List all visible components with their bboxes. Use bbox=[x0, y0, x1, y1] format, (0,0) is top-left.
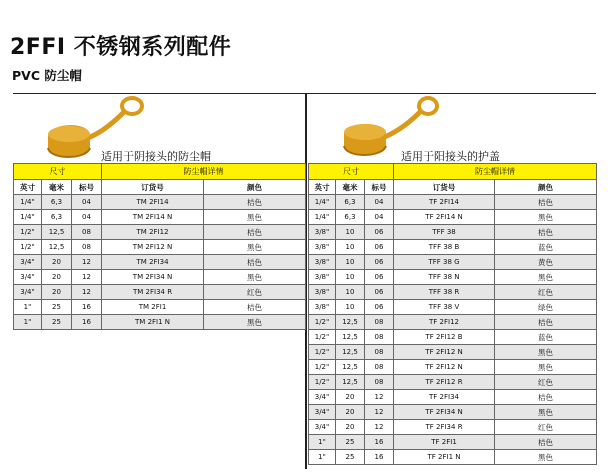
inch-cell: 3/4" bbox=[14, 270, 42, 285]
dash-size-cell: 08 bbox=[365, 375, 394, 390]
inch-cell: 1/2" bbox=[309, 315, 336, 330]
table-row bbox=[14, 225, 306, 240]
dash-size-cell: 04 bbox=[365, 195, 394, 210]
table-row bbox=[309, 315, 597, 330]
order-number-cell: TF 2FI34 N bbox=[394, 405, 495, 420]
mm-cell: 10 bbox=[336, 300, 365, 315]
order-number-cell: TF 2FI12 bbox=[394, 315, 495, 330]
column-header-order-number: 订货号 bbox=[394, 180, 495, 195]
inch-cell: 1/2" bbox=[309, 345, 336, 360]
mm-cell: 20 bbox=[42, 270, 72, 285]
color-cell: 黄色 bbox=[495, 255, 597, 270]
color-cell: 桔色 bbox=[495, 195, 597, 210]
inch-cell: 3/8" bbox=[309, 255, 336, 270]
mm-cell: 20 bbox=[336, 390, 365, 405]
order-number-cell: TF 2FI1 bbox=[394, 435, 495, 450]
color-cell: 黑色 bbox=[495, 270, 597, 285]
table-row bbox=[14, 195, 306, 210]
inch-cell: 1/2" bbox=[309, 360, 336, 375]
color-cell: 桔色 bbox=[495, 225, 597, 240]
column-header-inch: 英寸 bbox=[14, 180, 42, 195]
right-spec-table bbox=[308, 163, 597, 465]
color-cell: 桔色 bbox=[204, 300, 306, 315]
mm-cell: 20 bbox=[336, 405, 365, 420]
color-cell: 黑色 bbox=[204, 210, 306, 225]
table-row bbox=[309, 195, 597, 210]
mm-cell: 25 bbox=[336, 450, 365, 465]
inch-cell: 1" bbox=[14, 315, 42, 330]
table-row bbox=[14, 210, 306, 225]
dash-size-cell: 04 bbox=[72, 210, 102, 225]
dash-size-cell: 12 bbox=[365, 390, 394, 405]
table-row bbox=[14, 285, 306, 300]
color-cell: 蓝色 bbox=[495, 330, 597, 345]
color-cell: 黑色 bbox=[204, 240, 306, 255]
mm-cell: 6,3 bbox=[336, 210, 365, 225]
order-number-cell: TF 2FI14 N bbox=[394, 210, 495, 225]
right-panel-heading: 适用于阳接头的护盖 bbox=[401, 150, 500, 163]
order-number-cell: TFF 38 bbox=[394, 225, 495, 240]
inch-cell: 1" bbox=[14, 300, 42, 315]
column-header-mm: 毫米 bbox=[42, 180, 72, 195]
dash-size-cell: 12 bbox=[72, 270, 102, 285]
column-header-mm: 毫米 bbox=[336, 180, 365, 195]
order-number-cell: TM 2FI12 bbox=[102, 225, 204, 240]
table-row bbox=[309, 345, 597, 360]
inch-cell: 1/4" bbox=[14, 195, 42, 210]
left-spec-table bbox=[13, 163, 306, 330]
inch-cell: 3/4" bbox=[14, 285, 42, 300]
dash-size-cell: 12 bbox=[72, 255, 102, 270]
column-header-inch: 英寸 bbox=[309, 180, 336, 195]
table-row bbox=[309, 450, 597, 465]
order-number-cell: TF 2FI12 B bbox=[394, 330, 495, 345]
order-number-cell: TFF 38 V bbox=[394, 300, 495, 315]
color-cell: 黑色 bbox=[495, 360, 597, 375]
color-cell: 桔色 bbox=[495, 435, 597, 450]
inch-cell: 1/2" bbox=[309, 375, 336, 390]
color-cell: 蓝色 bbox=[495, 240, 597, 255]
column-header-color: 颜色 bbox=[204, 180, 306, 195]
order-number-cell: TM 2FI12 N bbox=[102, 240, 204, 255]
color-cell: 黑色 bbox=[495, 210, 597, 225]
table-row bbox=[14, 270, 306, 285]
mm-cell: 12,5 bbox=[42, 240, 72, 255]
dash-size-cell: 16 bbox=[72, 315, 102, 330]
mm-cell: 12,5 bbox=[336, 315, 365, 330]
details-group-header: 防尘帽详情 bbox=[394, 164, 597, 180]
mm-cell: 6,3 bbox=[42, 195, 72, 210]
mm-cell: 6,3 bbox=[42, 210, 72, 225]
mm-cell: 20 bbox=[42, 285, 72, 300]
order-number-cell: TF 2FI12 R bbox=[394, 375, 495, 390]
color-cell: 黑色 bbox=[495, 405, 597, 420]
dash-size-cell: 04 bbox=[365, 210, 394, 225]
color-cell: 桔色 bbox=[204, 255, 306, 270]
dash-size-cell: 08 bbox=[365, 330, 394, 345]
table-row bbox=[309, 390, 597, 405]
inch-cell: 3/4" bbox=[309, 390, 336, 405]
inch-cell: 1" bbox=[309, 435, 336, 450]
color-cell: 红色 bbox=[495, 375, 597, 390]
mm-cell: 10 bbox=[336, 225, 365, 240]
color-cell: 桔色 bbox=[495, 315, 597, 330]
inch-cell: 1/4" bbox=[14, 210, 42, 225]
dash-size-cell: 12 bbox=[365, 420, 394, 435]
color-cell: 绿色 bbox=[495, 300, 597, 315]
table-row bbox=[309, 330, 597, 345]
inch-cell: 1/2" bbox=[14, 240, 42, 255]
mm-cell: 25 bbox=[42, 300, 72, 315]
inch-cell: 3/4" bbox=[309, 420, 336, 435]
dash-size-cell: 06 bbox=[365, 225, 394, 240]
dash-size-cell: 06 bbox=[365, 285, 394, 300]
inch-cell: 3/8" bbox=[309, 270, 336, 285]
mm-cell: 12,5 bbox=[336, 360, 365, 375]
color-cell: 红色 bbox=[495, 285, 597, 300]
dash-size-cell: 08 bbox=[365, 315, 394, 330]
table-row bbox=[309, 240, 597, 255]
color-cell: 桔色 bbox=[495, 390, 597, 405]
color-cell: 黑色 bbox=[495, 450, 597, 465]
table-row bbox=[14, 255, 306, 270]
mm-cell: 12,5 bbox=[336, 375, 365, 390]
order-number-cell: TF 2FI1 N bbox=[394, 450, 495, 465]
order-number-cell: TF 2FI12 N bbox=[394, 345, 495, 360]
inch-cell: 1/2" bbox=[14, 225, 42, 240]
mm-cell: 6,3 bbox=[336, 195, 365, 210]
table-row bbox=[309, 420, 597, 435]
inch-cell: 3/4" bbox=[309, 405, 336, 420]
order-number-cell: TM 2FI1 N bbox=[102, 315, 204, 330]
dash-size-cell: 08 bbox=[365, 360, 394, 375]
table-row bbox=[14, 315, 306, 330]
color-cell: 红色 bbox=[204, 285, 306, 300]
dash-size-cell: 06 bbox=[365, 300, 394, 315]
dash-size-cell: 06 bbox=[365, 240, 394, 255]
order-number-cell: TM 2FI1 bbox=[102, 300, 204, 315]
column-header-color: 颜色 bbox=[495, 180, 597, 195]
inch-cell: 1/2" bbox=[309, 330, 336, 345]
order-number-cell: TFF 38 G bbox=[394, 255, 495, 270]
order-number-cell: TM 2FI14 bbox=[102, 195, 204, 210]
mm-cell: 12,5 bbox=[42, 225, 72, 240]
dash-size-cell: 16 bbox=[365, 450, 394, 465]
column-header-dash-size: 标号 bbox=[72, 180, 102, 195]
table-row bbox=[309, 300, 597, 315]
mm-cell: 10 bbox=[336, 240, 365, 255]
inch-cell: 3/8" bbox=[309, 300, 336, 315]
color-cell: 桔色 bbox=[204, 225, 306, 240]
inch-cell: 1" bbox=[309, 450, 336, 465]
mm-cell: 25 bbox=[336, 435, 365, 450]
order-number-cell: TFF 38 R bbox=[394, 285, 495, 300]
mm-cell: 10 bbox=[336, 255, 365, 270]
dash-size-cell: 16 bbox=[365, 435, 394, 450]
dash-size-cell: 06 bbox=[365, 255, 394, 270]
order-number-cell: TF 2FI14 bbox=[394, 195, 495, 210]
dash-size-cell: 06 bbox=[365, 270, 394, 285]
table-row bbox=[309, 405, 597, 420]
inch-cell: 1/4" bbox=[309, 195, 336, 210]
mm-cell: 12,5 bbox=[336, 345, 365, 360]
details-group-header: 防尘帽详情 bbox=[102, 164, 306, 180]
table-row bbox=[309, 285, 597, 300]
dash-size-cell: 12 bbox=[365, 405, 394, 420]
size-group-header: 尺寸 bbox=[14, 164, 102, 180]
mm-cell: 10 bbox=[336, 270, 365, 285]
color-cell: 黑色 bbox=[204, 315, 306, 330]
mm-cell: 20 bbox=[42, 255, 72, 270]
column-header-order-number: 订货号 bbox=[102, 180, 204, 195]
order-number-cell: TFF 38 N bbox=[394, 270, 495, 285]
inch-cell: 3/8" bbox=[309, 285, 336, 300]
dash-size-cell: 08 bbox=[72, 240, 102, 255]
order-number-cell: TM 2FI34 R bbox=[102, 285, 204, 300]
inch-cell: 3/8" bbox=[309, 225, 336, 240]
dash-size-cell: 08 bbox=[365, 345, 394, 360]
dash-size-cell: 12 bbox=[72, 285, 102, 300]
table-row bbox=[309, 435, 597, 450]
table-row bbox=[309, 225, 597, 240]
order-number-cell: TF 2FI12 N bbox=[394, 360, 495, 375]
dash-size-cell: 04 bbox=[72, 195, 102, 210]
color-cell: 红色 bbox=[495, 420, 597, 435]
color-cell: 桔色 bbox=[204, 195, 306, 210]
page-subtitle: PVC 防尘帽 bbox=[12, 68, 82, 83]
size-group-header: 尺寸 bbox=[309, 164, 394, 180]
table-row bbox=[309, 270, 597, 285]
table-row bbox=[309, 210, 597, 225]
inch-cell: 3/8" bbox=[309, 240, 336, 255]
order-number-cell: TF 2FI34 bbox=[394, 390, 495, 405]
page-title: 2FFI 不锈钢系列配件 bbox=[10, 35, 232, 60]
mm-cell: 25 bbox=[42, 315, 72, 330]
table-row bbox=[309, 255, 597, 270]
left-panel-heading: 适用于阴接头的防尘帽 bbox=[101, 150, 211, 163]
table-row bbox=[309, 375, 597, 390]
mm-cell: 20 bbox=[336, 420, 365, 435]
color-cell: 黑色 bbox=[495, 345, 597, 360]
color-cell: 黑色 bbox=[204, 270, 306, 285]
order-number-cell: TFF 38 B bbox=[394, 240, 495, 255]
mm-cell: 10 bbox=[336, 285, 365, 300]
dash-size-cell: 08 bbox=[72, 225, 102, 240]
order-number-cell: TM 2FI34 N bbox=[102, 270, 204, 285]
dash-size-cell: 16 bbox=[72, 300, 102, 315]
table-row bbox=[309, 360, 597, 375]
table-row bbox=[14, 240, 306, 255]
table-row bbox=[14, 300, 306, 315]
order-number-cell: TF 2FI34 R bbox=[394, 420, 495, 435]
order-number-cell: TM 2FI14 N bbox=[102, 210, 204, 225]
mm-cell: 12,5 bbox=[336, 330, 365, 345]
column-header-dash-size: 标号 bbox=[365, 180, 394, 195]
order-number-cell: TM 2FI34 bbox=[102, 255, 204, 270]
inch-cell: 1/4" bbox=[309, 210, 336, 225]
inch-cell: 3/4" bbox=[14, 255, 42, 270]
